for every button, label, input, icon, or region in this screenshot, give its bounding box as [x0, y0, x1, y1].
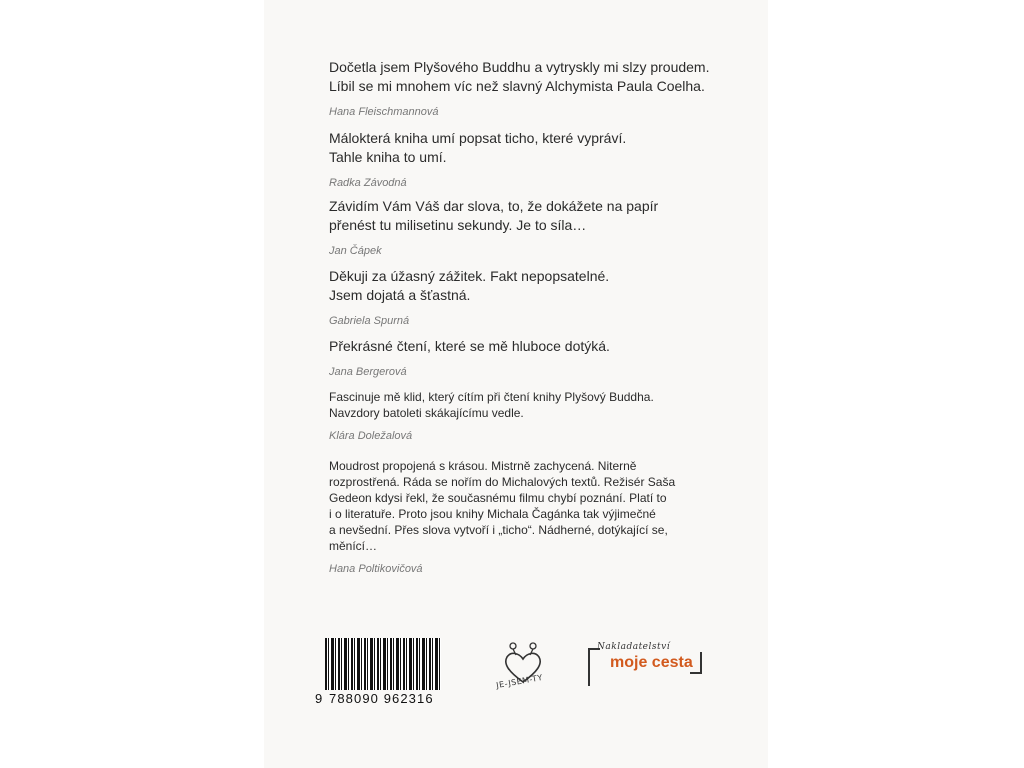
jesem-logo-text: JE-JSEM-TY: [495, 672, 544, 691]
isbn-first-digit: 9: [315, 691, 323, 706]
publisher-label: Nakladatelství: [597, 642, 671, 652]
publisher-frame-corner: [588, 648, 600, 686]
publisher-logo: moje cesta: [610, 654, 693, 671]
quote-author: Jan Čápek: [329, 245, 382, 257]
review-quote: [329, 337, 610, 378]
review-quote: [329, 58, 709, 118]
quote-text: Překrásné čtení, které se mě hluboce dotýká.: [329, 338, 610, 354]
barcode-bars: [325, 638, 441, 690]
quote-text: Dočetla jsem Plyšového Buddhu a vytryskly mi slzy proudem. Líbil se mi mnohem víc než slavný Alchymista Paula Coelha.: [329, 59, 710, 94]
quote-author: Klára Doležalová: [329, 430, 413, 442]
quote-text: Moudrost propojená s krásou. Mistrně zachycená. Niterně rozprostřená. Ráda se nořím do Michalových textů. Režisér Saša Gedeon kdysi řekl, že současnému filmu chybí poznání. Platí to i o literatuře. Proto jsou knihy Michala Čagánka tak výjimečné a nevšední. Přes slova vytvoří i „ticho“. Nádherné, dotýkající se, měnící…: [329, 459, 676, 553]
review-quote: [329, 389, 654, 442]
quote-text: Závidím Vám Váš dar slova, to, že dokážete na papír přenést tu milisetinu sekundy. Je to síla…: [329, 198, 659, 233]
quote-author: Gabriela Spurná: [329, 315, 410, 327]
quote-author: Radka Závodná: [329, 177, 407, 189]
isbn-digits: 788090 962316: [329, 691, 434, 706]
quote-text: Děkuji za úžasný zážitek. Fakt nepopsatelné. Jsem dojatá a šťastná.: [329, 268, 610, 303]
quote-text: Málokterá kniha umí popsat ticho, které vypráví. Tahle kniha to umí.: [329, 130, 627, 165]
quote-text: Fascinuje mě klid, který cítím při čtení knihy Plyšový Buddha. Navzdory batoleti skákajícímu vedle.: [329, 390, 654, 420]
quote-author: Hana Fleischmannová: [329, 106, 439, 118]
quote-author: Hana Poltikovičová: [329, 563, 423, 575]
quote-author: Jana Bergerová: [329, 366, 407, 378]
review-quote: [329, 197, 658, 257]
review-quote: [329, 458, 675, 575]
review-quote: [329, 267, 609, 327]
isbn-barcode: [315, 638, 443, 706]
review-quote: [329, 129, 626, 189]
